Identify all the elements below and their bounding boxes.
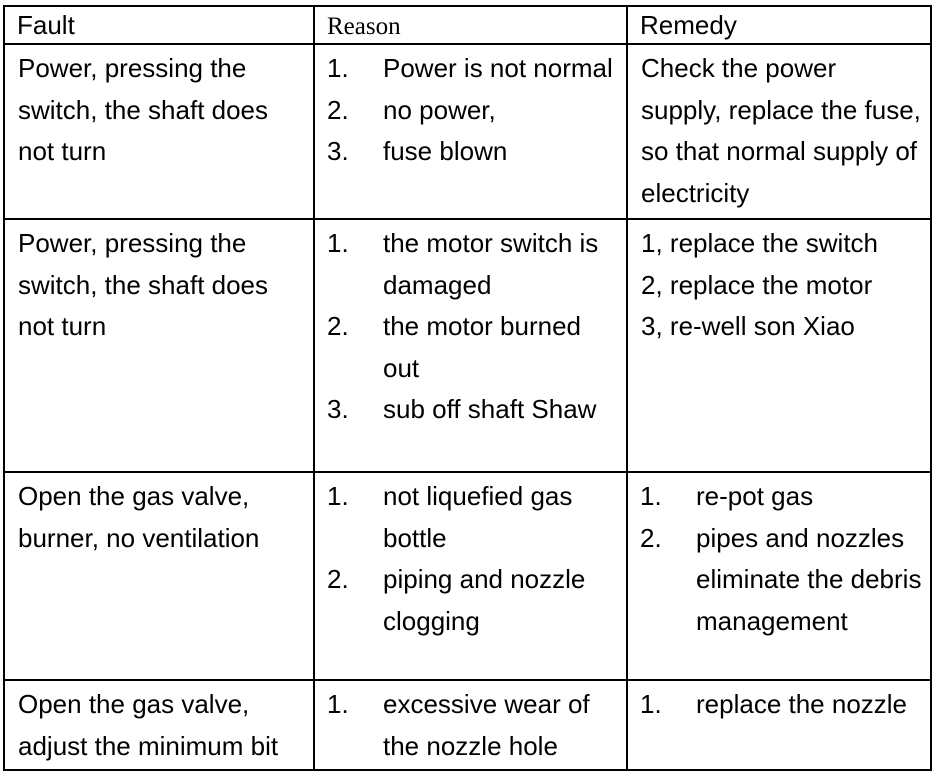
list-item [327, 48, 618, 90]
header-reason [314, 6, 627, 44]
remedy-cell [627, 44, 931, 219]
list-item [327, 476, 618, 559]
remedy-line: 1, replace the switch [641, 228, 879, 258]
list-number: 3. [327, 136, 349, 166]
header-remedy [627, 6, 931, 44]
list-text: Power is not normal [383, 53, 613, 83]
list-text: piping and nozzle clogging [383, 564, 586, 636]
list-text: no power, [383, 94, 496, 125]
list-text: pipes and nozzles eliminate the debris management [696, 522, 922, 636]
list-text: the motor switch is damaged [383, 228, 599, 300]
fault-cell [4, 680, 314, 770]
list-item [327, 684, 618, 767]
fault-text: Power, pressing the switch, the shaft does not turn [18, 53, 269, 166]
table-row [4, 472, 931, 680]
list-item [327, 389, 618, 431]
fault-cell [4, 472, 314, 680]
fault-cell [4, 219, 314, 472]
list-text: excessive wear of the nozzle hole [383, 689, 590, 761]
header-remedy-label: Remedy [640, 10, 737, 40]
remedy-cell [627, 219, 931, 472]
table-row [4, 44, 931, 219]
list-text: not liquefied gas bottle [383, 481, 573, 553]
list-text: replace the nozzle [696, 689, 908, 719]
list-item [327, 131, 618, 173]
remedy-cell [627, 680, 931, 770]
list-item [640, 684, 922, 726]
list-text: re-pot gas [696, 481, 814, 511]
list-item [327, 223, 618, 306]
list-number: 3. [327, 394, 349, 424]
list-item [327, 306, 618, 389]
list-text: sub off shaft Shaw [383, 394, 597, 424]
list-number: 2. [327, 94, 349, 125]
list-number: 1. [327, 481, 349, 511]
reason-list [315, 473, 626, 642]
list-number: 1. [327, 228, 349, 258]
list-text: fuse blown [383, 136, 508, 166]
reason-list [315, 220, 626, 431]
list-number: 1. [327, 689, 349, 719]
list-item [640, 518, 922, 643]
reason-cell [314, 44, 627, 219]
header-fault [4, 6, 314, 44]
remedy-list [628, 681, 930, 726]
table-row [4, 219, 931, 472]
reason-list [315, 681, 626, 767]
table-row [4, 680, 931, 770]
reason-cell [314, 472, 627, 680]
list-number: 2. [640, 522, 662, 553]
remedy-cell [627, 472, 931, 680]
list-item [327, 559, 618, 642]
list-number: 2. [327, 311, 349, 341]
remedy-lines [628, 220, 930, 348]
list-number: 1. [640, 689, 662, 719]
remedy-text: Check the power supply, replace the fuse, so that normal supply of electricity [641, 53, 921, 208]
remedy-line: 2, replace the motor [641, 269, 873, 300]
fault-text: Power, pressing the switch, the shaft does not turn [18, 228, 269, 341]
remedy-line: 3, re-well son Xiao [641, 311, 855, 341]
fault-cell [4, 44, 314, 219]
list-item [327, 90, 618, 132]
header-reason-label: Reason [327, 13, 401, 40]
remedy-list [628, 473, 930, 642]
troubleshooting-table [3, 5, 932, 771]
reason-list [315, 45, 626, 173]
reason-cell [314, 680, 627, 770]
list-number: 2. [327, 564, 349, 594]
list-number: 1. [640, 481, 662, 511]
list-item [640, 476, 922, 518]
list-text: the motor burned out [383, 311, 582, 383]
header-fault-label: Fault [17, 10, 75, 40]
fault-text: Open the gas valve, adjust the minimum bit [18, 689, 279, 761]
list-number: 1. [327, 53, 349, 83]
header-row [4, 6, 931, 44]
fault-text: Open the gas valve, burner, no ventilation [18, 481, 260, 553]
reason-cell [314, 219, 627, 472]
